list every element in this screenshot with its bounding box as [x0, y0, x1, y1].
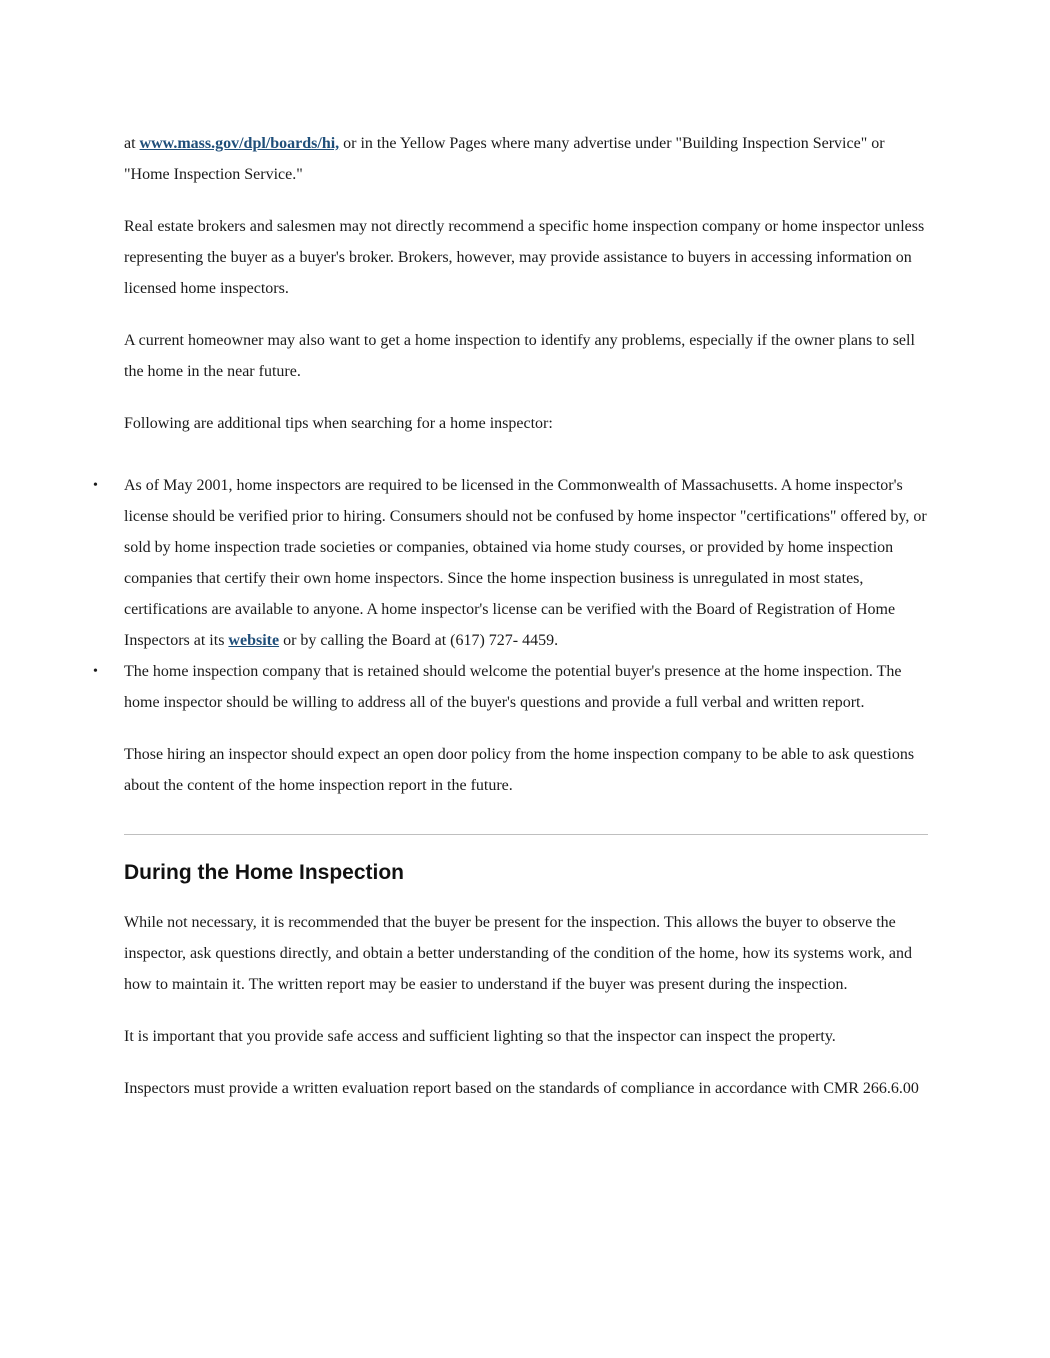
section-heading: During the Home Inspection: [124, 861, 405, 884]
document-body: [93, 128, 928, 1125]
intro-p1-suffix: or in the Yellow Pages where many advertise under "Building Inspection Service" or "Home Inspection Service.": [124, 135, 885, 183]
tip-2-text: The home inspection company that is retained should welcome the potential buyer's presence at the home inspection. The home inspector should be willing to address all of the buyer's questions and provide a full verbal and written report.: [124, 663, 902, 711]
intro-paragraph-4: Following are additional tips when searching for a home inspector:: [124, 415, 553, 432]
tip-1-text: As of May 2001, home inspectors are required to be licensed in the Commonwealth of Massachusetts. A home inspector's license should be verified prior to hiring. Consumers should not be confused by home inspector "certifications" offered by, or sold by home inspection trade societies or companies, obtained via home study courses, or provided by home inspection companies that certify their own home inspectors. Since the home inspection business is unregulated in most states, certifications are available to anyone. A home inspector's license can be verified with the Board of Registration of Home Inspectors at its: [124, 477, 927, 649]
intro-p1-prefix: at: [124, 135, 140, 152]
intro-paragraph-2: Real estate brokers and salesmen may not directly recommend a specific home inspection company or home inspector unless representing the buyer as a buyer's broker. Brokers, however, may provide assistance to buyers in accessing information on licensed home inspectors.: [124, 218, 925, 297]
boards-url-link[interactable]: www.mass.gov/dpl/boards/hi,: [139, 135, 340, 152]
list-item: [93, 656, 928, 718]
tip-1-text-end: or by calling the Board at (617) 727- 4459.: [279, 632, 559, 649]
section-paragraph-2: It is important that you provide safe access and sufficient lighting so that the inspector can inspect the property.: [124, 1028, 836, 1045]
bullet-icon: •: [93, 664, 98, 679]
section-paragraph-1: While not necessary, it is recommended that the buyer be present for the inspection. This allows the buyer to observe the inspector, ask questions directly, and obtain a better understanding of the condition of the home, how its systems work, and how to maintain it. The written report may be easier to understand if the buyer was present during the inspection.: [124, 914, 912, 993]
section-paragraph-3: Inspectors must provide a written evaluation report based on the standards of compliance in accordance with CMR 266.6.00: [124, 1080, 919, 1097]
list-item: [93, 470, 928, 656]
section-divider: [124, 834, 928, 835]
intro-paragraph-1: [124, 128, 928, 190]
bullet-icon: •: [93, 478, 98, 493]
closing-paragraph: Those hiring an inspector should expect an open door policy from the home inspection company to be able to ask questions about the content of the home inspection report in the future.: [124, 746, 915, 794]
tips-list: [93, 470, 928, 718]
intro-paragraph-3: A current homeowner may also want to get a home inspection to identify any problems, especially if the owner plans to sell the home in the near future.: [124, 332, 915, 380]
website-link[interactable]: website: [228, 632, 280, 649]
